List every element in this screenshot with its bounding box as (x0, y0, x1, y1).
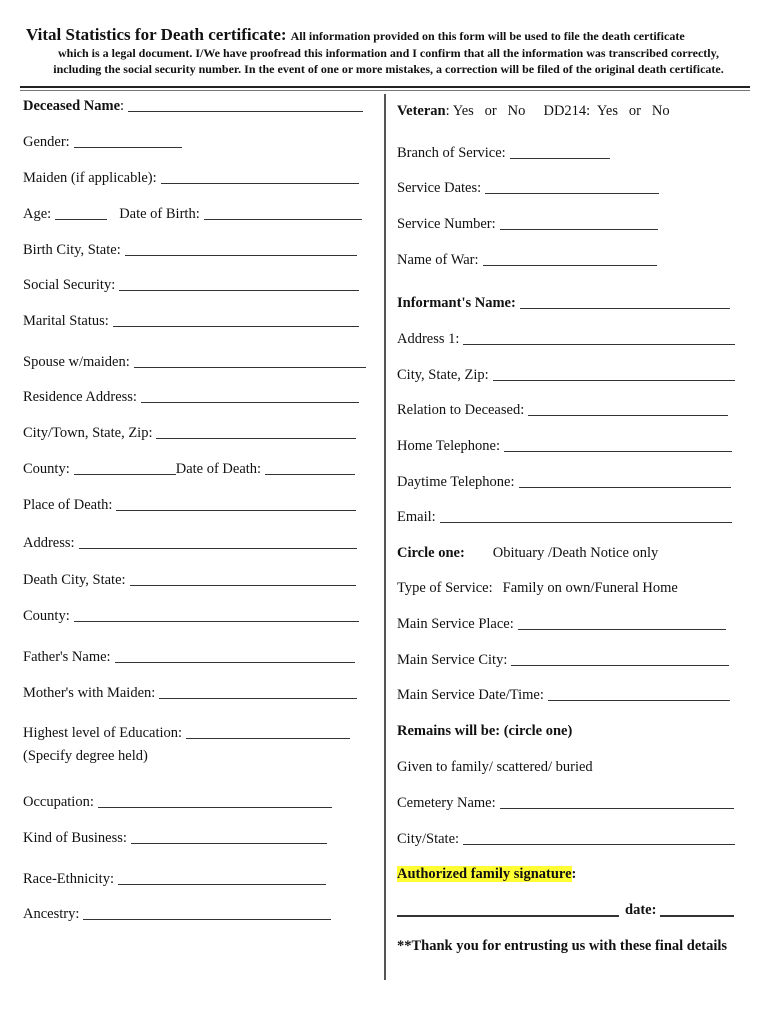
auth-signature-label: Authorized family signature (397, 866, 572, 882)
mother-label: Mother's with Maiden: (23, 685, 156, 701)
maiden-field[interactable] (23, 170, 359, 187)
signature-line[interactable] (397, 915, 619, 917)
address1-field[interactable] (397, 331, 735, 348)
intro-text-3: including the social security number. In the event of one or more mistakes, a correction will be filed of the original death certificate. (53, 62, 724, 76)
main-datetime-field[interactable] (397, 687, 730, 704)
city-town-label: City/Town, State, Zip: (23, 425, 153, 441)
intro-text-1: All information provided on this form will be used to file the death certificate (290, 29, 685, 43)
dod-line[interactable] (265, 474, 355, 475)
war-line[interactable] (483, 265, 657, 266)
gender-field[interactable] (23, 134, 182, 151)
address-line[interactable] (79, 548, 357, 549)
cemetery-line[interactable] (500, 808, 734, 809)
ancestry-label: Ancestry: (23, 906, 80, 922)
home-phone-field[interactable] (397, 438, 732, 455)
business-label: Kind of Business: (23, 830, 127, 846)
education-label: Highest level of Education: (23, 725, 183, 741)
mother-field[interactable] (23, 685, 357, 702)
maiden-line[interactable] (161, 183, 359, 184)
mother-line[interactable] (159, 698, 357, 699)
county2-line[interactable] (74, 621, 359, 622)
auth-signature-heading (397, 866, 576, 883)
veteran-options[interactable]: : Yes or No DD214: Yes or No (445, 103, 670, 119)
ancestry-line[interactable] (83, 919, 331, 920)
city-state-field[interactable] (397, 831, 735, 848)
death-city-line[interactable] (130, 585, 356, 586)
place-of-death-line[interactable] (116, 510, 356, 511)
home-phone-label: Home Telephone: (397, 438, 501, 454)
branch-line[interactable] (510, 158, 610, 159)
column-divider (384, 94, 386, 980)
city-town-field[interactable] (23, 425, 356, 442)
day-phone-label: Daytime Telephone: (397, 474, 515, 490)
main-place-label: Main Service Place: (397, 616, 514, 632)
branch-label: Branch of Service: (397, 145, 506, 161)
address1-line[interactable] (463, 344, 735, 345)
race-field[interactable] (23, 871, 326, 888)
email-line[interactable] (440, 522, 732, 523)
city-state-label: City/State: (397, 831, 460, 847)
form-header (26, 26, 751, 77)
city-state-zip-field[interactable] (397, 367, 735, 384)
marital-label: Marital Status: (23, 313, 109, 329)
veteran-label: Veteran (397, 103, 446, 119)
age-label: Age: (23, 206, 52, 222)
war-label: Name of War: (397, 252, 479, 268)
age-line[interactable] (55, 219, 107, 220)
dob-label: Date of Birth: (119, 206, 200, 222)
cemetery-field[interactable] (397, 795, 734, 812)
war-field[interactable] (397, 252, 657, 269)
intro-text-2: which is a legal document. I/We have proofread this information and I confirm that all the information was transcribed correctly, (58, 46, 719, 60)
birth-city-line[interactable] (125, 255, 357, 256)
service-dates-line[interactable] (485, 193, 659, 194)
gender-line[interactable] (74, 147, 182, 148)
circle-one-field[interactable] (397, 545, 658, 562)
ancestry-field[interactable] (23, 906, 331, 923)
date-label: date: (625, 902, 657, 918)
email-field[interactable] (397, 509, 732, 526)
main-city-line[interactable] (511, 665, 729, 666)
signature-date-field[interactable] (397, 902, 734, 919)
service-dates-field[interactable] (397, 180, 659, 197)
residence-line[interactable] (141, 402, 359, 403)
county-field[interactable] (23, 461, 355, 478)
residence-label: Residence Address: (23, 389, 137, 405)
marital-field[interactable] (23, 313, 359, 330)
city-state-zip-label: City, State, Zip: (397, 367, 489, 383)
county-line[interactable] (74, 474, 176, 475)
service-number-label: Service Number: (397, 216, 496, 232)
dob-line[interactable] (204, 219, 362, 220)
death-city-label: Death City, State: (23, 572, 126, 588)
informant-field[interactable] (397, 295, 730, 312)
gender-label: Gender: (23, 134, 70, 150)
main-city-field[interactable] (397, 652, 729, 669)
circle-one-label: Circle one: (397, 545, 465, 561)
spouse-line[interactable] (134, 367, 366, 368)
relation-field[interactable] (397, 402, 728, 419)
main-place-field[interactable] (397, 616, 726, 633)
remains-label: Remains will be: (circle one) (397, 723, 573, 739)
spouse-label: Spouse w/maiden: (23, 354, 130, 370)
city-state-zip-line[interactable] (493, 380, 735, 381)
service-dates-label: Service Dates: (397, 180, 482, 196)
remains-options[interactable]: Given to family/ scattered/ buried (397, 759, 593, 775)
address1-label: Address 1: (397, 331, 460, 347)
service-type-options[interactable]: Family on own/Funeral Home (502, 580, 678, 596)
address-field[interactable] (23, 535, 357, 552)
service-number-field[interactable] (397, 216, 658, 233)
informant-line[interactable] (520, 308, 730, 309)
age-field[interactable] (23, 206, 362, 223)
business-line[interactable] (131, 843, 327, 844)
maiden-label: Maiden (if applicable): (23, 170, 157, 186)
main-datetime-line[interactable] (548, 700, 730, 701)
occupation-field[interactable] (23, 794, 332, 811)
title-line (26, 26, 751, 45)
birth-city-label: Birth City, State: (23, 242, 121, 258)
education-field[interactable] (23, 725, 350, 742)
cemetery-label: Cemetery Name: (397, 795, 496, 811)
occupation-label: Occupation: (23, 794, 94, 810)
address-label: Address: (23, 535, 75, 551)
county-label: County: (23, 461, 70, 477)
auth-signature-colon: : (571, 866, 577, 882)
race-line[interactable] (118, 884, 326, 885)
marital-line[interactable] (113, 326, 359, 327)
informant-label: Informant's Name: (397, 295, 516, 311)
ssn-line[interactable] (119, 290, 359, 291)
deceased-name-field[interactable]: Deceased Name : (23, 98, 363, 115)
city-state-line[interactable] (463, 844, 735, 845)
circle-one-options[interactable]: Obituary /Death Notice only (492, 545, 659, 561)
main-place-line[interactable] (518, 629, 726, 630)
service-number-line[interactable] (500, 229, 658, 230)
father-line[interactable] (115, 662, 355, 663)
residence-field[interactable] (23, 389, 359, 406)
header-rule (20, 86, 750, 88)
county2-field[interactable] (23, 608, 359, 625)
county2-label: County: (23, 608, 70, 624)
veteran-field[interactable] (397, 103, 670, 120)
ssn-field[interactable] (23, 277, 359, 294)
dod-label: Date of Death: (175, 461, 262, 477)
death-city-field[interactable] (23, 572, 356, 589)
service-type-field[interactable] (397, 580, 678, 597)
place-of-death-field[interactable] (23, 497, 356, 514)
main-datetime-label: Main Service Date/Time: (397, 687, 544, 703)
occupation-line[interactable] (98, 807, 332, 808)
relation-line[interactable] (528, 415, 728, 416)
relation-label: Relation to Deceased: (397, 402, 525, 418)
branch-field[interactable] (397, 145, 610, 162)
thank-you-note: **Thank you for entrusting us with these final details (397, 938, 728, 954)
day-phone-field[interactable] (397, 474, 731, 491)
form-title: Vital Statistics for Death certificate: (26, 25, 287, 44)
place-of-death-label: Place of Death: (23, 497, 113, 513)
education-line[interactable] (186, 738, 350, 739)
day-phone-line[interactable] (519, 487, 731, 488)
main-city-label: Main Service City: (397, 652, 508, 668)
ssn-label: Social Security: (23, 277, 116, 293)
email-label: Email: (397, 509, 436, 525)
business-field[interactable] (23, 830, 327, 847)
father-field[interactable] (23, 649, 355, 666)
header-rule-thin (20, 90, 750, 91)
home-phone-line[interactable] (504, 451, 732, 452)
deceased-name-label: Deceased Name (23, 98, 121, 114)
date-line[interactable] (660, 915, 734, 917)
birth-city-field[interactable] (23, 242, 357, 259)
city-town-line[interactable] (156, 438, 356, 439)
race-label: Race-Ethnicity: (23, 871, 114, 887)
spouse-field[interactable] (23, 354, 366, 371)
service-type-label: Type of Service: (397, 580, 493, 596)
father-label: Father's Name: (23, 649, 111, 665)
deceased-name-line[interactable] (128, 111, 363, 112)
education-note: (Specify degree held) (23, 748, 148, 764)
